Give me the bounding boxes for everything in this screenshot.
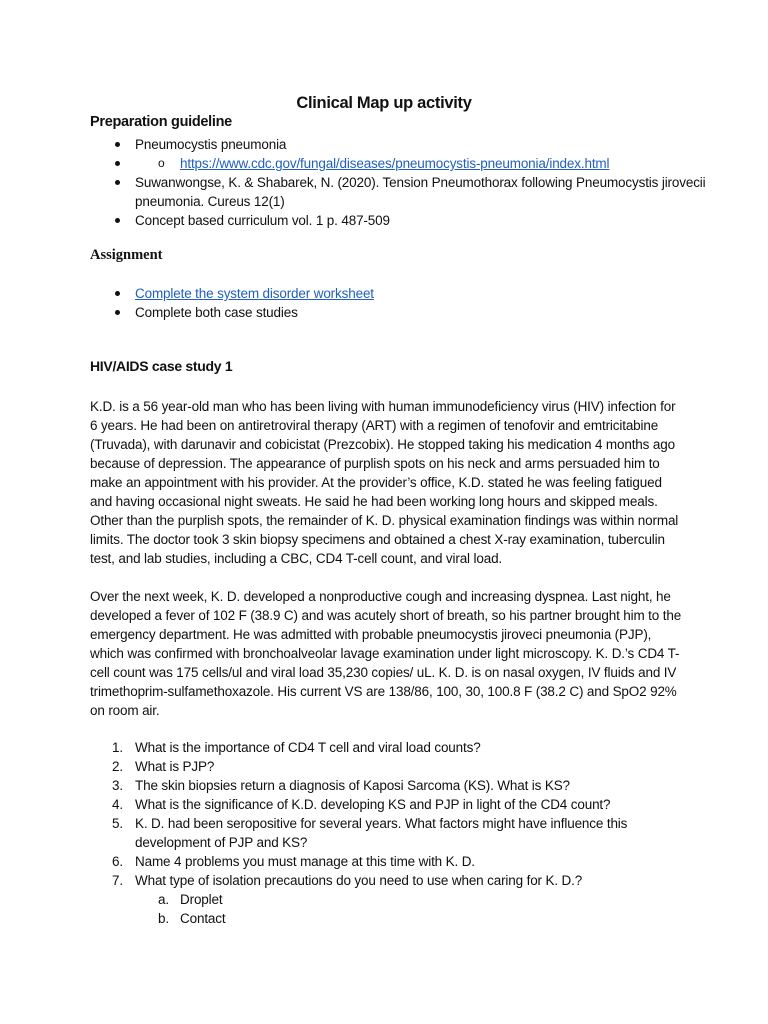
question-item <box>90 871 690 928</box>
question-text: What type of isolation precautions do you need to use when caring for K. D.? <box>135 873 583 888</box>
preparation-item-curriculum: Concept based curriculum vol. 1 p. 487-509 <box>135 213 390 228</box>
list-item <box>90 135 710 154</box>
answer-option <box>90 909 690 928</box>
question-number: 7. <box>112 873 123 888</box>
question-text: Name 4 problems you must manage at this time with K. D. <box>135 854 475 869</box>
list-item <box>90 284 710 303</box>
list-item <box>90 303 710 322</box>
list-item <box>90 154 710 173</box>
question-text: What is the importance of CD4 T cell and viral load counts? <box>135 740 481 755</box>
question-number: 6. <box>112 854 123 869</box>
case-study-heading: HIV/AIDS case study 1 <box>90 358 233 374</box>
sub-bullet-marker: o <box>158 156 165 170</box>
answer-text: Contact <box>180 911 226 926</box>
answer-options <box>90 890 690 928</box>
case-paragraph-1: K.D. is a 56 year-old man who has been living with human immunodeficiency virus (HIV) infection for 6 years. He had been on antiretroviral therapy (ART) with a regimen of tenofovir and emtricitabine (Truvada), with darunavir and cobicistat (Prezcobix). He stopped taking his medication 4 months ago because of depression. The appearance of purplish spots on his neck and arms persuaded him to make an appointment with his provider. At the provider’s office, K.D. stated he was feeling fatigued and having occasional night sweats. He said he had been working long hours and skipped meals. Other than the purplish spots, the remainder of K. D. physical examination findings was within normal limits. The doctor took 3 skin biopsy specimens and obtained a chest X-ray examination, tuberculin test, and lab studies, including a CBC, CD4 T-cell count, and viral load. <box>90 399 679 566</box>
case-paragraph-2: Over the next week, K. D. developed a nonproductive cough and increasing dyspnea. Last night, he developed a fever of 102 F (38.9 C) and was acutely short of breath, so his partner brought him to the emergency department. He was admitted with probable pneumocystis jiroveci pneumonia (PJP), which was confirmed with bronchoalveolar lavage examination under light microscopy. K. D.’s CD4 T-cell count was 175 cells/ul and viral load 35,230 copies/ uL. K. D. is on nasal oxygen, IV fluids and IV trimethoprim-sulfamethoxazole. His current VS are 138/86, 100, 30, 100.8 F (38.2 C) and SpO2 92% on room air. <box>90 589 682 718</box>
list-item <box>90 211 710 230</box>
question-item <box>90 795 690 814</box>
question-item <box>90 757 690 776</box>
worksheet-link[interactable]: Complete the system disorder worksheet <box>135 286 374 301</box>
question-list <box>90 738 690 928</box>
preparation-heading: Preparation guideline <box>90 114 232 130</box>
question-item <box>90 852 690 871</box>
question-number: 3. <box>112 778 123 793</box>
list-item <box>90 173 710 211</box>
question-item <box>90 738 690 757</box>
cdc-link[interactable]: https://www.cdc.gov/fungal/diseases/pneumocystis-pneumonia/index.html <box>180 156 610 171</box>
question-text: What is the significance of K.D. developing KS and PJP in light of the CD4 count? <box>135 797 611 812</box>
assignment-list <box>90 284 710 322</box>
preparation-item-pcp: Pneumocystis pneumonia <box>135 137 287 152</box>
question-number: 2. <box>112 759 123 774</box>
document-title: Clinical Map up activity <box>296 94 472 112</box>
answer-text: Droplet <box>180 892 223 907</box>
preparation-item-reference: Suwanwongse, K. & Shabarek, N. (2020). Tension Pneumothorax following Pneumocystis jirovecii pneumonia. Cureus 12(1) <box>135 175 706 209</box>
answer-letter: a. <box>158 892 169 907</box>
question-item <box>90 776 690 795</box>
preparation-list <box>90 135 710 230</box>
question-text: The skin biopsies return a diagnosis of Kaposi Sarcoma (KS). What is KS? <box>135 778 570 793</box>
assignment-item-case-studies: Complete both case studies <box>135 305 298 320</box>
question-number: 4. <box>112 797 123 812</box>
question-text: K. D. had been seropositive for several years. What factors might have influence this development of PJP and KS? <box>135 816 628 850</box>
question-number: 5. <box>112 816 123 831</box>
question-item <box>90 814 690 852</box>
answer-letter: b. <box>158 911 169 926</box>
assignment-heading: Assignment <box>90 247 163 263</box>
question-text: What is PJP? <box>135 759 215 774</box>
answer-option <box>90 890 690 909</box>
question-number: 1. <box>112 740 123 755</box>
